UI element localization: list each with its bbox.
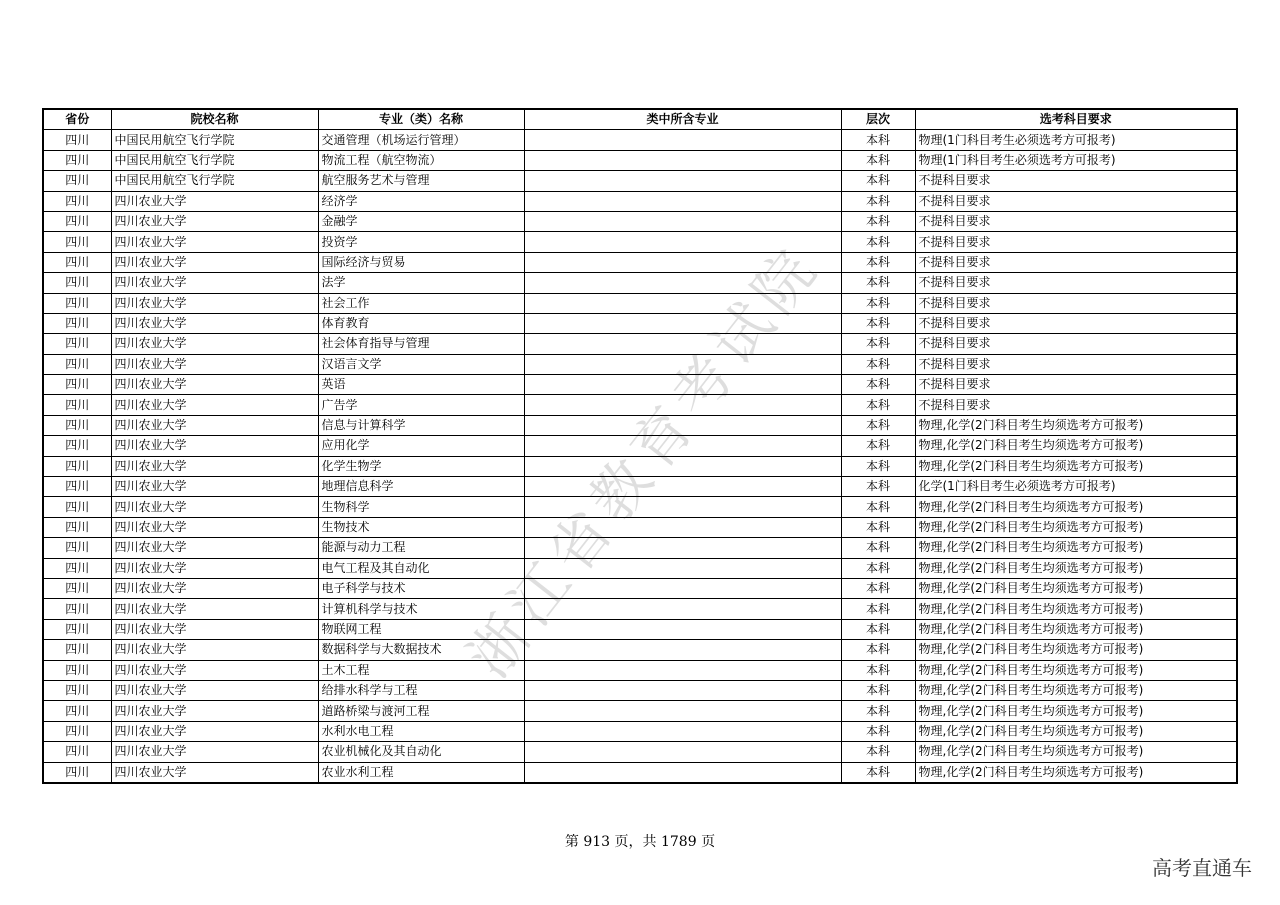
cell-province: 四川	[43, 742, 111, 762]
cell-level: 本科	[841, 619, 915, 639]
table-row	[43, 762, 1237, 783]
cell-province: 四川	[43, 436, 111, 456]
table-row	[43, 660, 1237, 680]
cell-school-name: 四川农业大学	[111, 477, 318, 497]
cell-school-name: 四川农业大学	[111, 517, 318, 537]
cell-included-majors	[524, 150, 841, 170]
cell-subject-requirement: 物理,化学(2门科目考生均须选考方可报考)	[915, 721, 1237, 741]
cell-school-name: 四川农业大学	[111, 395, 318, 415]
cell-major-name: 物流工程（航空物流）	[318, 150, 524, 170]
cell-major-name: 生物技术	[318, 517, 524, 537]
cell-subject-requirement: 物理,化学(2门科目考生均须选考方可报考)	[915, 742, 1237, 762]
cell-included-majors	[524, 497, 841, 517]
cell-school-name: 四川农业大学	[111, 252, 318, 272]
cell-level: 本科	[841, 701, 915, 721]
cell-major-name: 能源与动力工程	[318, 538, 524, 558]
table-row	[43, 211, 1237, 231]
cell-school-name: 四川农业大学	[111, 538, 318, 558]
cell-level: 本科	[841, 762, 915, 783]
table-row	[43, 436, 1237, 456]
cell-province: 四川	[43, 191, 111, 211]
cell-included-majors	[524, 273, 841, 293]
cell-major-name: 经济学	[318, 191, 524, 211]
cell-subject-requirement: 不提科目要求	[915, 273, 1237, 293]
cell-province: 四川	[43, 232, 111, 252]
cell-province: 四川	[43, 150, 111, 170]
cell-included-majors	[524, 252, 841, 272]
cell-included-majors	[524, 660, 841, 680]
table-row	[43, 578, 1237, 598]
table-row	[43, 619, 1237, 639]
cell-level: 本科	[841, 680, 915, 700]
table-row	[43, 252, 1237, 272]
cell-included-majors	[524, 619, 841, 639]
cell-province: 四川	[43, 721, 111, 741]
cell-level: 本科	[841, 538, 915, 558]
cell-included-majors	[524, 456, 841, 476]
cell-major-name: 电子科学与技术	[318, 578, 524, 598]
cell-major-name: 广告学	[318, 395, 524, 415]
table-row	[43, 334, 1237, 354]
cell-major-name: 地理信息科学	[318, 477, 524, 497]
header-province: 省份	[43, 109, 111, 130]
table-row	[43, 191, 1237, 211]
cell-major-name: 应用化学	[318, 436, 524, 456]
cell-province: 四川	[43, 130, 111, 150]
cell-school-name: 四川农业大学	[111, 293, 318, 313]
table-row	[43, 742, 1237, 762]
cell-level: 本科	[841, 293, 915, 313]
cell-major-name: 航空服务艺术与管理	[318, 171, 524, 191]
cell-major-name: 道路桥梁与渡河工程	[318, 701, 524, 721]
cell-level: 本科	[841, 456, 915, 476]
cell-subject-requirement: 不提科目要求	[915, 395, 1237, 415]
cell-subject-requirement: 物理,化学(2门科目考生均须选考方可报考)	[915, 517, 1237, 537]
cell-province: 四川	[43, 456, 111, 476]
cell-school-name: 中国民用航空飞行学院	[111, 130, 318, 150]
cell-major-name: 社会工作	[318, 293, 524, 313]
cell-major-name: 体育教育	[318, 313, 524, 333]
cell-included-majors	[524, 477, 841, 497]
cell-major-name: 物联网工程	[318, 619, 524, 639]
cell-major-name: 英语	[318, 375, 524, 395]
cell-school-name: 四川农业大学	[111, 619, 318, 639]
cell-level: 本科	[841, 375, 915, 395]
cell-level: 本科	[841, 252, 915, 272]
table-row	[43, 130, 1237, 150]
table-row	[43, 680, 1237, 700]
cell-included-majors	[524, 517, 841, 537]
cell-level: 本科	[841, 130, 915, 150]
cell-level: 本科	[841, 742, 915, 762]
header-major-name: 专业（类）名称	[318, 109, 524, 130]
cell-subject-requirement: 不提科目要求	[915, 232, 1237, 252]
cell-major-name: 化学生物学	[318, 456, 524, 476]
cell-subject-requirement: 不提科目要求	[915, 334, 1237, 354]
table-row	[43, 313, 1237, 333]
cell-subject-requirement: 物理,化学(2门科目考生均须选考方可报考)	[915, 599, 1237, 619]
cell-level: 本科	[841, 334, 915, 354]
cell-included-majors	[524, 640, 841, 660]
cell-subject-requirement: 不提科目要求	[915, 252, 1237, 272]
cell-included-majors	[524, 171, 841, 191]
cell-province: 四川	[43, 477, 111, 497]
cell-subject-requirement: 物理,化学(2门科目考生均须选考方可报考)	[915, 558, 1237, 578]
cell-school-name: 四川农业大学	[111, 232, 318, 252]
cell-included-majors	[524, 232, 841, 252]
cell-level: 本科	[841, 395, 915, 415]
cell-province: 四川	[43, 354, 111, 374]
table-body	[43, 130, 1237, 783]
cell-included-majors	[524, 375, 841, 395]
cell-major-name: 给排水科学与工程	[318, 680, 524, 700]
cell-included-majors	[524, 354, 841, 374]
cell-subject-requirement: 不提科目要求	[915, 375, 1237, 395]
cell-major-name: 土木工程	[318, 660, 524, 680]
cell-major-name: 汉语言文学	[318, 354, 524, 374]
table-row	[43, 640, 1237, 660]
cell-province: 四川	[43, 640, 111, 660]
cell-level: 本科	[841, 436, 915, 456]
cell-major-name: 农业机械化及其自动化	[318, 742, 524, 762]
cell-level: 本科	[841, 558, 915, 578]
cell-subject-requirement: 不提科目要求	[915, 191, 1237, 211]
cell-level: 本科	[841, 517, 915, 537]
cell-included-majors	[524, 211, 841, 231]
cell-included-majors	[524, 742, 841, 762]
cell-subject-requirement: 物理(1门科目考生必须选考方可报考)	[915, 150, 1237, 170]
cell-level: 本科	[841, 232, 915, 252]
table-row	[43, 171, 1237, 191]
cell-province: 四川	[43, 171, 111, 191]
cell-province: 四川	[43, 619, 111, 639]
cell-subject-requirement: 不提科目要求	[915, 354, 1237, 374]
cell-included-majors	[524, 680, 841, 700]
cell-school-name: 四川农业大学	[111, 497, 318, 517]
cell-level: 本科	[841, 171, 915, 191]
cell-subject-requirement: 物理,化学(2门科目考生均须选考方可报考)	[915, 436, 1237, 456]
table-row	[43, 415, 1237, 435]
table-row	[43, 395, 1237, 415]
corner-brand-logo: 高考直通车	[1152, 856, 1252, 880]
cell-province: 四川	[43, 334, 111, 354]
cell-school-name: 四川农业大学	[111, 313, 318, 333]
cell-subject-requirement: 物理,化学(2门科目考生均须选考方可报考)	[915, 538, 1237, 558]
cell-level: 本科	[841, 211, 915, 231]
cell-province: 四川	[43, 293, 111, 313]
cell-included-majors	[524, 191, 841, 211]
cell-province: 四川	[43, 578, 111, 598]
cell-school-name: 中国民用航空飞行学院	[111, 171, 318, 191]
cell-province: 四川	[43, 313, 111, 333]
cell-major-name: 电气工程及其自动化	[318, 558, 524, 578]
cell-province: 四川	[43, 497, 111, 517]
cell-province: 四川	[43, 558, 111, 578]
cell-level: 本科	[841, 150, 915, 170]
table-row	[43, 497, 1237, 517]
cell-major-name: 数据科学与大数据技术	[318, 640, 524, 660]
cell-province: 四川	[43, 680, 111, 700]
cell-included-majors	[524, 436, 841, 456]
cell-school-name: 四川农业大学	[111, 660, 318, 680]
cell-included-majors	[524, 721, 841, 741]
cell-school-name: 中国民用航空飞行学院	[111, 150, 318, 170]
cell-subject-requirement: 物理,化学(2门科目考生均须选考方可报考)	[915, 497, 1237, 517]
cell-province: 四川	[43, 375, 111, 395]
cell-school-name: 四川农业大学	[111, 211, 318, 231]
cell-school-name: 四川农业大学	[111, 640, 318, 660]
table-row	[43, 517, 1237, 537]
cell-school-name: 四川农业大学	[111, 578, 318, 598]
cell-included-majors	[524, 130, 841, 150]
cell-school-name: 四川农业大学	[111, 436, 318, 456]
table-row	[43, 477, 1237, 497]
table-row	[43, 354, 1237, 374]
cell-level: 本科	[841, 721, 915, 741]
cell-included-majors	[524, 701, 841, 721]
cell-school-name: 四川农业大学	[111, 721, 318, 741]
table-row	[43, 232, 1237, 252]
cell-subject-requirement: 物理,化学(2门科目考生均须选考方可报考)	[915, 640, 1237, 660]
cell-level: 本科	[841, 640, 915, 660]
cell-major-name: 生物科学	[318, 497, 524, 517]
cell-subject-requirement: 物理,化学(2门科目考生均须选考方可报考)	[915, 660, 1237, 680]
table-row	[43, 456, 1237, 476]
cell-subject-requirement: 不提科目要求	[915, 211, 1237, 231]
table-row	[43, 538, 1237, 558]
cell-included-majors	[524, 762, 841, 783]
cell-school-name: 四川农业大学	[111, 456, 318, 476]
cell-province: 四川	[43, 762, 111, 783]
cell-major-name: 信息与计算科学	[318, 415, 524, 435]
cell-province: 四川	[43, 415, 111, 435]
cell-major-name: 计算机科学与技术	[318, 599, 524, 619]
cell-subject-requirement: 物理,化学(2门科目考生均须选考方可报考)	[915, 578, 1237, 598]
cell-subject-requirement: 化学(1门科目考生必须选考方可报考)	[915, 477, 1237, 497]
cell-subject-requirement: 物理,化学(2门科目考生均须选考方可报考)	[915, 456, 1237, 476]
cell-level: 本科	[841, 273, 915, 293]
cell-province: 四川	[43, 395, 111, 415]
cell-level: 本科	[841, 660, 915, 680]
cell-major-name: 金融学	[318, 211, 524, 231]
table-row	[43, 701, 1237, 721]
cell-included-majors	[524, 599, 841, 619]
cell-major-name: 国际经济与贸易	[318, 252, 524, 272]
table-header-row	[43, 109, 1237, 130]
cell-included-majors	[524, 313, 841, 333]
cell-level: 本科	[841, 313, 915, 333]
table-row	[43, 375, 1237, 395]
cell-included-majors	[524, 334, 841, 354]
table-row	[43, 150, 1237, 170]
header-subject-requirement: 选考科目要求	[915, 109, 1237, 130]
cell-subject-requirement: 物理,化学(2门科目考生均须选考方可报考)	[915, 762, 1237, 783]
watermark-text: 浙江省教育考试院	[454, 232, 834, 691]
cell-school-name: 四川农业大学	[111, 273, 318, 293]
header-school-name: 院校名称	[111, 109, 318, 130]
table-row	[43, 273, 1237, 293]
cell-subject-requirement: 物理,化学(2门科目考生均须选考方可报考)	[915, 680, 1237, 700]
cell-major-name: 交通管理（机场运行管理）	[318, 130, 524, 150]
cell-subject-requirement: 物理,化学(2门科目考生均须选考方可报考)	[915, 415, 1237, 435]
table-row	[43, 558, 1237, 578]
cell-subject-requirement: 物理(1门科目考生必须选考方可报考)	[915, 130, 1237, 150]
cell-school-name: 四川农业大学	[111, 375, 318, 395]
cell-level: 本科	[841, 415, 915, 435]
cell-school-name: 四川农业大学	[111, 701, 318, 721]
cell-included-majors	[524, 293, 841, 313]
cell-level: 本科	[841, 191, 915, 211]
cell-subject-requirement: 物理,化学(2门科目考生均须选考方可报考)	[915, 619, 1237, 639]
cell-school-name: 四川农业大学	[111, 599, 318, 619]
cell-school-name: 四川农业大学	[111, 334, 318, 354]
cell-school-name: 四川农业大学	[111, 762, 318, 783]
table-row	[43, 599, 1237, 619]
cell-province: 四川	[43, 273, 111, 293]
cell-included-majors	[524, 415, 841, 435]
cell-included-majors	[524, 395, 841, 415]
cell-province: 四川	[43, 538, 111, 558]
cell-level: 本科	[841, 354, 915, 374]
cell-major-name: 水利水电工程	[318, 721, 524, 741]
cell-province: 四川	[43, 211, 111, 231]
cell-school-name: 四川农业大学	[111, 558, 318, 578]
cell-subject-requirement: 不提科目要求	[915, 293, 1237, 313]
cell-school-name: 四川农业大学	[111, 742, 318, 762]
cell-subject-requirement: 物理,化学(2门科目考生均须选考方可报考)	[915, 701, 1237, 721]
cell-included-majors	[524, 578, 841, 598]
page-number-footer: 第 913 页，共 1789 页	[564, 834, 716, 850]
table-row	[43, 721, 1237, 741]
cell-major-name: 投资学	[318, 232, 524, 252]
cell-school-name: 四川农业大学	[111, 354, 318, 374]
cell-province: 四川	[43, 252, 111, 272]
cell-included-majors	[524, 538, 841, 558]
table-row	[43, 293, 1237, 313]
header-included-majors: 类中所含专业	[524, 109, 841, 130]
cell-school-name: 四川农业大学	[111, 191, 318, 211]
cell-major-name: 农业水利工程	[318, 762, 524, 783]
cell-province: 四川	[43, 599, 111, 619]
cell-major-name: 法学	[318, 273, 524, 293]
header-level: 层次	[841, 109, 915, 130]
cell-subject-requirement: 不提科目要求	[915, 313, 1237, 333]
cell-level: 本科	[841, 578, 915, 598]
admission-requirements-table	[42, 108, 1238, 784]
cell-included-majors	[524, 558, 841, 578]
cell-province: 四川	[43, 701, 111, 721]
cell-school-name: 四川农业大学	[111, 680, 318, 700]
cell-school-name: 四川农业大学	[111, 415, 318, 435]
cell-level: 本科	[841, 599, 915, 619]
cell-subject-requirement: 不提科目要求	[915, 171, 1237, 191]
cell-major-name: 社会体育指导与管理	[318, 334, 524, 354]
cell-province: 四川	[43, 517, 111, 537]
cell-province: 四川	[43, 660, 111, 680]
cell-level: 本科	[841, 497, 915, 517]
cell-level: 本科	[841, 477, 915, 497]
